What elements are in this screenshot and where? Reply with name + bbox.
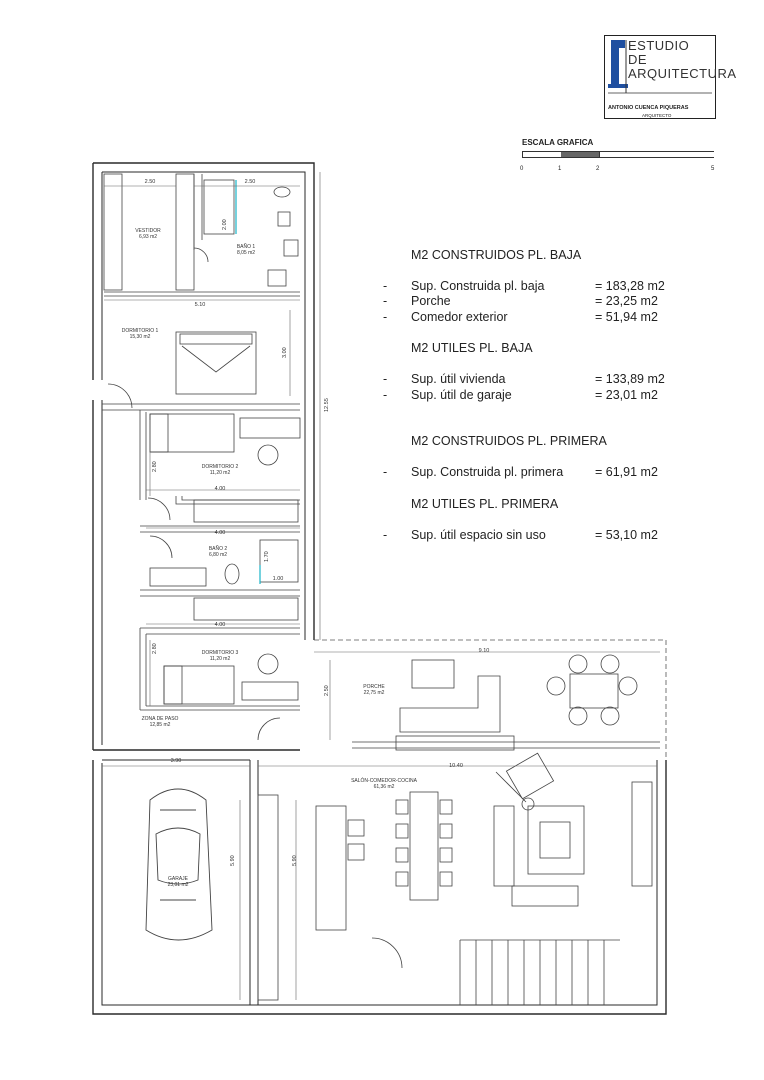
wardrobe-2 [194,500,298,522]
dim-label: 3.00 [282,347,288,358]
logo-line2: DE [628,52,648,67]
dining-chair [396,872,408,886]
wall-dorm3-bottom [140,706,300,710]
vanity-2 [150,568,206,586]
dim-label: 2.00 [222,219,228,230]
dim-label: 5.90 [292,855,298,866]
dim-label: 4.00 [214,530,226,536]
room-name: ZONA DE PASO [141,716,179,722]
room-label-dormitorio1 [122,328,159,340]
dim-label: 2.50 [244,179,256,185]
porch-dining-table [570,674,618,708]
room-area: 12,85 m2 [149,722,171,728]
porch-chair [601,655,619,673]
room-label-salon [351,778,417,790]
toilet-1 [274,187,290,197]
door-swing-bath2 [150,536,172,558]
wardrobe-left [104,174,122,290]
room-label-dormitorio2 [202,464,239,476]
bed-1-fold [182,346,250,372]
dim-label: 9.10 [478,648,490,654]
area-label: Sup. útil vivienda [411,372,506,386]
dining-chair [396,800,408,814]
room-label-bano1 [237,244,255,256]
area-dash: - [383,388,388,402]
stool [348,844,364,860]
porch-chair [619,677,637,695]
room-label-dormitorio3 [202,650,239,662]
dining-chair [396,848,408,862]
dim-label: 1.00 [272,576,284,582]
sofa-bottom [512,886,578,906]
area-dash: - [383,294,388,308]
bed-2-pillow [150,414,168,452]
dining-table [410,792,438,900]
area-dash: - [383,279,388,293]
dim-label: 2.80 [152,461,158,472]
stair-treads [476,940,604,1005]
area-value: = 23,01 m2 [595,388,658,402]
porch-chair [569,655,587,673]
stool [348,820,364,836]
bed-1 [176,332,256,394]
area-dash: - [383,310,388,324]
toilet-2 [225,564,239,584]
dim-label: 4.00 [214,486,226,492]
logo-architect-name: ANTONIO CUENCA PIQUERAS [608,105,689,111]
room-name: GARAJE [167,876,189,882]
porch-sofa [400,676,500,732]
area-value: = 183,28 m2 [595,279,665,293]
room-area: 11,20 m2 [209,656,231,662]
room-label-zona-paso [142,716,179,728]
chair-2 [258,445,278,465]
scale-tick-0: 0 [520,166,524,172]
scale-title: ESCALA GRAFICA [522,138,594,147]
room-name: DORMITORIO 1 [121,328,159,334]
tv-unit [632,782,652,886]
room-area: 61,36 m2 [373,784,395,790]
wardrobe-right [176,174,194,290]
area-label: Sup. Construida pl. primera [411,465,564,479]
area-label: Sup. útil espacio sin uso [411,528,546,542]
area-value: = 51,94 m2 [595,310,658,324]
bidet-1 [278,212,290,226]
wall-bath2-bottom [140,590,300,596]
washbasin-1 [268,270,286,286]
bed-1-pillow [180,334,252,344]
dim-label: 3.90 [170,758,182,764]
door-swing-dorm2 [148,498,170,520]
scale-tick-1: 1 [558,166,562,172]
room-name: SALÓN-COMEDOR-COCINA [351,778,417,784]
door-swing-1 [194,248,208,262]
porch-sliding-door [352,742,660,748]
dim-label: 1.70 [264,551,270,562]
area-value: = 53,10 m2 [595,528,658,542]
area-label: Porche [411,294,451,308]
logo-line3: ARQUITECTURA [628,66,737,81]
area-dash: - [383,372,388,386]
dim-label: 10.40 [449,763,463,769]
dim-label: 4.00 [214,622,226,628]
dining-chair [440,848,452,862]
area-value: = 61,91 m2 [595,465,658,479]
sofa-left [494,806,514,886]
room-name: DORMITORIO 3 [201,650,239,656]
sink-1 [284,240,298,256]
porch-table [412,660,454,688]
bed-3-pillow [164,666,182,704]
wall-dorm2-west [140,410,146,500]
porch-chair [547,677,565,695]
wall-north [93,163,314,296]
logo-line1: ESTUDIO [628,38,690,53]
wall-dorm3-west [140,628,146,710]
dim-label: 2.80 [152,643,158,654]
room-label-bano2 [209,546,227,558]
bed-2 [150,414,234,452]
area-dash: - [383,528,388,542]
wall-garage-east [250,760,258,1005]
area-label: Sup. útil de garaje [411,388,512,402]
room-area: 11,20 m2 [209,470,231,476]
dim-label: 12.55 [324,398,330,412]
door-swing-entry [372,938,402,968]
living-rug [528,806,584,874]
car-icon [146,789,212,940]
room-name: BAÑO 1 [236,244,256,250]
wardrobe-3 [194,598,298,620]
dining-chair [396,824,408,838]
kitchen-counter [258,795,278,1000]
door-swing-paso [258,718,280,740]
wall-dorm3-top [140,628,300,634]
room-name: VESTIDOR [135,228,161,234]
dim-label: 2.50 [324,685,330,696]
armchair [506,753,553,799]
dining-chair [440,872,452,886]
area-value: = 23,25 m2 [595,294,658,308]
porch-chair [601,707,619,725]
room-name: PORCHE [363,684,385,690]
useful-ground-title: M2 UTILES PL. BAJA [411,341,533,355]
room-area: 6,93 m2 [138,234,158,240]
room-name: DORMITORIO 2 [201,464,239,470]
desk-3 [242,682,298,700]
coffee-table [540,822,570,858]
room-area: 22,75 m2 [363,690,385,696]
built-first-title: M2 CONSTRUIDOS PL. PRIMERA [411,434,607,448]
built-ground-title: M2 CONSTRUIDOS PL. BAJA [411,248,582,262]
bed-3 [164,666,234,704]
room-label-garaje [168,876,189,888]
wall-bath1-west [194,174,202,250]
area-dash: - [383,465,388,479]
useful-first-title: M2 UTILES PL. PRIMERA [411,497,559,511]
dim-line [240,800,296,1000]
room-area: 23,01 m2 [167,882,189,888]
area-label: Sup. Construida pl. baja [411,279,545,293]
room-label-vestidor [135,228,161,240]
room-area: 15,30 m2 [129,334,151,340]
chair-3 [258,654,278,674]
wall-bath-dorm [104,292,300,296]
shower-1 [204,180,234,234]
scale-tick-5: 5 [711,166,715,172]
kitchen-island [316,806,346,930]
dining-chair [440,800,452,814]
scale-tick-2: 2 [596,166,600,172]
lamp-arm [496,772,526,802]
area-label: Comedor exterior [411,310,508,324]
logo-architect-role: ARQUITECTO [642,113,672,118]
dim-label: 2.50 [144,179,156,185]
dining-chair [440,824,452,838]
porch-chair [569,707,587,725]
area-value: = 133,89 m2 [595,372,665,386]
room-name: BAÑO 2 [208,546,228,552]
room-area: 6,80 m2 [208,552,228,558]
desk-2 [240,418,300,438]
dim-label: 5.10 [194,302,206,308]
room-area: 8,05 m2 [236,250,256,256]
room-label-porche [363,684,384,696]
dim-label: 5.90 [230,855,236,866]
